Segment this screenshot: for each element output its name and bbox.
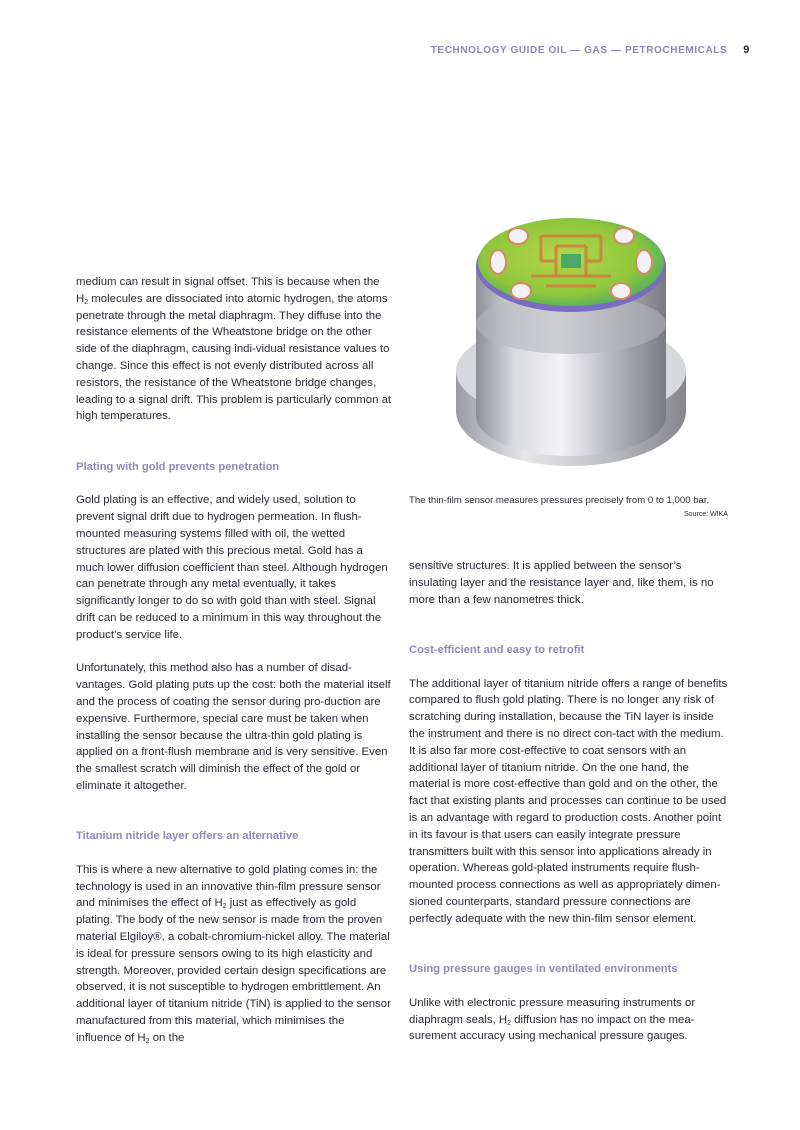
page-header [431, 44, 750, 56]
paragraph: sensitive structures. It is applied between the sensor’s insulating layer and the resistance layer and, like them, is no more than a few nanometres thick. [409, 560, 714, 606]
section-heading: Plating with gold prevents penetration [76, 460, 280, 473]
left-column [76, 274, 392, 1047]
paragraph: Unfortunately, this method also has a number of disad-vantages. Gold plating puts up the cost: both the material itself and the process of coating the sensor during pro-duction are expensive. Furthermore, special care must be taken when installing the sensor because the ultra-thin gold plating is applied on a front-flush membrane and is very sensitive. Even the smallest scratch will diminish the effect of the gold or eliminate it altogether. [76, 662, 391, 792]
figure-source: Source: WIKA [684, 511, 728, 518]
sensor-photo [446, 206, 696, 476]
figure-caption: The thin-film sensor measures pressures precisely from 0 to 1,000 bar. [409, 495, 710, 506]
paragraph: This is where a new alternative to gold plating comes in: the technology is used in an innovative thin-film pressure sensor and minimises the effect of $H_2$ just as effectively as gold plating. The body of the new sensor is made from the proven material Elgiloy®, a cobalt-chromium-nickel alloy. The material is ideal for pressure sensors owing to its high elasticity and strength. Moreover, provided certain design specifications are observed, it is not susceptible to hydrogen embrittlement. An additional layer of titanium nitride (TiN) is applied to the sensor manufactured from this material, which minimises the influence of $H_2$ on the [76, 863, 391, 1045]
right-column [409, 558, 731, 1045]
paragraph: medium can result in signal offset. This is because when the $H_2$ molecules are dissociated into atomic hydrogen, the atoms penetrate through the metal diaphragm. They diffuse into the resistance elements of the Wheatstone bridge on the other side of the diaphragm, causing indi-vidual resistance values to change. Since this effect is not evenly distributed across all resistors, the resistance of the Wheatstone bridge changes, leading to a signal drift. This problem is particularly common at high temperatures. [76, 276, 392, 423]
paragraph: The additional layer of titanium nitride offers a range of benefits compared to flush gold plating. There is no longer any risk of scratching during installation, because the TiN layer is inside the instrument and there is no direct con-tact with the medium. It is also far more cost-effective to coat sensors with an additional layer of titanium nitride. On the one hand, the material is more cost-effective than gold and on the other, the fact that existing plants and processes can continue to be used is an advantage with regard to production costs. Another point in its favour is that users can easily integrate pressure transmitters built with this sensor into applications already in operation. Whereas gold-plated instruments require flush-mounted process connections as well as appropriately dimen-sioned counterparts, standard pressure connections are perfectly adequate with the new thin-film sensor element. [409, 677, 728, 925]
page-number: 9 [743, 44, 750, 56]
paragraph: Unlike with electronic pressure measuring instruments or diaphragm seals, $H_2$ diffusion has no impact on the mea-surement accuracy using mechanical pressure gauges. [409, 996, 696, 1043]
section-heading: Titanium nitride layer offers an alternative [76, 830, 299, 843]
running-title: TECHNOLOGY GUIDE OIL — GAS — PETROCHEMICALS [430, 44, 728, 56]
paragraph: Gold plating is an effective, and widely used, solution to prevent signal drift due to hydrogen permeation. In flush-mounted measuring systems filled with oil, the wetted structures are plated with this precious metal. Gold has a much lower diffusion coefficient than steel. Although hydrogen can penetrate through any metal eventually, it takes significantly longer to do so with gold than with steel. Signal drift can be reduced to a minimum in this way throughout the product’s service life. [76, 494, 388, 641]
section-heading: Cost-efficient and easy to retrofit [409, 643, 585, 656]
section-heading: Using pressure gauges in ventilated environments [409, 963, 678, 976]
